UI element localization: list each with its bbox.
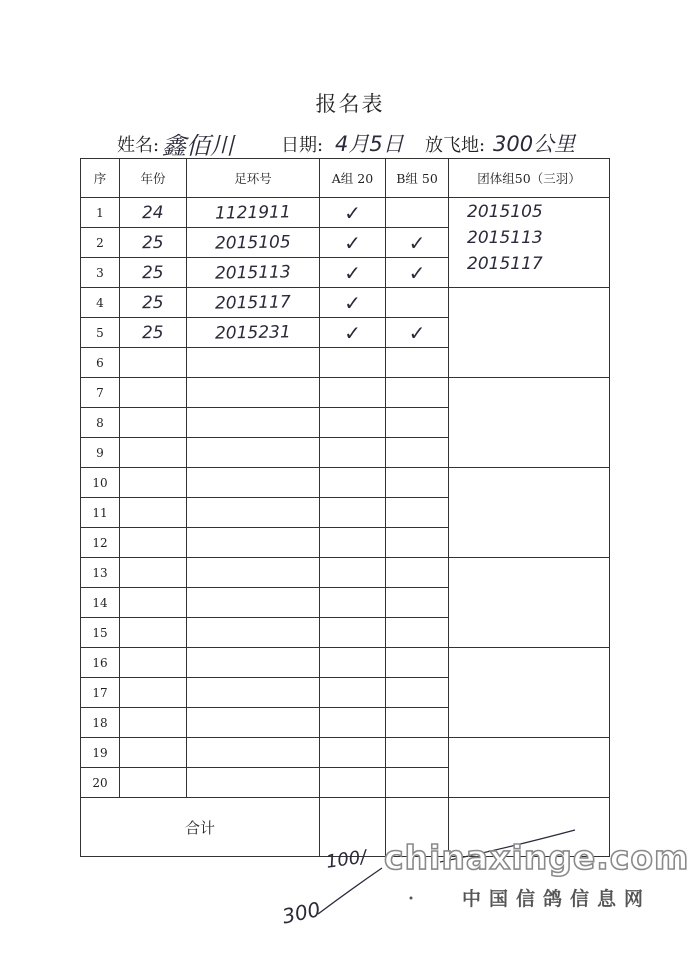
row-year (120, 648, 187, 678)
name-label: 姓名: (117, 135, 160, 156)
row-ring (187, 678, 320, 708)
team-entry: 2015117 (467, 254, 543, 274)
row-year (120, 228, 187, 258)
row-group-b (386, 468, 449, 498)
row-ring (187, 588, 320, 618)
release-value: 300公里 (493, 132, 576, 156)
row-no: 10 (81, 468, 120, 498)
row-ring (187, 708, 320, 738)
team-entry: 2015113 (467, 228, 543, 248)
row-group-a (320, 408, 386, 438)
row-group-b (386, 438, 449, 468)
row-group-a (320, 228, 386, 258)
date-label: 日期: (281, 135, 324, 156)
row-year-value: 25 (141, 322, 164, 343)
table-row (81, 378, 610, 408)
total-label: 合计 (81, 798, 320, 857)
row-ring (187, 258, 320, 288)
row-no: 15 (81, 618, 120, 648)
form-title: 报名表 (315, 92, 385, 116)
row-ring (187, 378, 320, 408)
header-group-b: B组 50 (386, 159, 449, 198)
row-year (120, 198, 187, 228)
row-no: 1 (81, 198, 120, 228)
row-ring (187, 408, 320, 438)
row-year (120, 408, 187, 438)
row-ring-value: 1121911 (214, 201, 292, 224)
row-ring-value: 2015105 (214, 231, 292, 254)
row-ring (187, 498, 320, 528)
row-year (120, 288, 187, 318)
row-group-a (320, 198, 386, 228)
row-group-a (320, 738, 386, 768)
row-group-b (386, 618, 449, 648)
row-group-b (386, 378, 449, 408)
table-row (81, 558, 610, 588)
row-group-b (386, 768, 449, 798)
row-group-b (386, 258, 449, 288)
row-group-b (386, 348, 449, 378)
row-no: 20 (81, 768, 120, 798)
row-group-a-value: ✓ (344, 320, 361, 345)
row-ring (187, 318, 320, 348)
row-year (120, 438, 187, 468)
row-year (120, 738, 187, 768)
header-year: 年份 (120, 159, 187, 198)
row-group-a (320, 588, 386, 618)
team-empty-block (449, 738, 610, 798)
row-group-b (386, 558, 449, 588)
row-no: 14 (81, 588, 120, 618)
row-group-a (320, 318, 386, 348)
row-ring (187, 198, 320, 228)
row-year (120, 768, 187, 798)
row-no: 17 (81, 678, 120, 708)
row-ring (187, 738, 320, 768)
row-group-b (386, 318, 449, 348)
table-row (81, 738, 610, 768)
row-year (120, 498, 187, 528)
row-no: 12 (81, 528, 120, 558)
row-year (120, 678, 187, 708)
ink-dot (410, 897, 413, 900)
row-group-b (386, 678, 449, 708)
team-entry: 2015105 (467, 202, 543, 222)
table-row (81, 648, 610, 678)
row-group-a-value: ✓ (344, 200, 361, 225)
row-group-b (386, 588, 449, 618)
row-no: 4 (81, 288, 120, 318)
row-year (120, 618, 187, 648)
row-group-b (386, 738, 449, 768)
header-ring: 足环号 (187, 159, 320, 198)
table-row (81, 468, 610, 498)
team-empty-block (449, 288, 610, 378)
header-team: 团体组50（三羽） (449, 159, 610, 198)
row-group-a (320, 678, 386, 708)
row-year-value: 25 (141, 262, 164, 283)
row-year (120, 378, 187, 408)
row-no: 2 (81, 228, 120, 258)
row-year (120, 468, 187, 498)
row-group-a-value: ✓ (344, 260, 361, 285)
row-no: 11 (81, 498, 120, 528)
row-ring (187, 558, 320, 588)
row-year (120, 588, 187, 618)
row-ring (187, 348, 320, 378)
row-group-a (320, 498, 386, 528)
table-row (81, 198, 610, 228)
row-ring (187, 438, 320, 468)
row-group-a (320, 438, 386, 468)
row-year (120, 558, 187, 588)
row-no: 16 (81, 648, 120, 678)
header-row (81, 159, 610, 198)
table-row (81, 288, 610, 318)
row-ring (187, 618, 320, 648)
row-no: 13 (81, 558, 120, 588)
row-group-a (320, 558, 386, 588)
row-no: 3 (81, 258, 120, 288)
total-group-a (320, 798, 386, 857)
row-no: 18 (81, 708, 120, 738)
row-year-value: 25 (141, 292, 164, 313)
row-group-b-value: ✓ (408, 230, 426, 255)
row-group-a (320, 648, 386, 678)
row-year (120, 258, 187, 288)
row-group-a (320, 768, 386, 798)
row-group-a (320, 378, 386, 408)
row-ring-value: 2015231 (214, 321, 292, 344)
row-no: 7 (81, 378, 120, 408)
row-group-b (386, 708, 449, 738)
row-ring (187, 768, 320, 798)
header-no: 序 (81, 159, 120, 198)
header-group-a: A组 20 (320, 159, 386, 198)
team-empty-block (449, 558, 610, 648)
row-group-a (320, 258, 386, 288)
row-year (120, 528, 187, 558)
row-ring-value: 2015113 (214, 261, 292, 284)
date-value: 4月5日 (335, 132, 404, 156)
release-label: 放飞地: (425, 135, 486, 156)
row-ring (187, 288, 320, 318)
row-ring (187, 528, 320, 558)
row-group-a (320, 348, 386, 378)
watermark-site: chinaxinge.com (384, 838, 690, 877)
grand-total-stroke (318, 868, 382, 914)
total-a-handwritten: 100/ (324, 846, 368, 873)
row-group-a-value: ✓ (344, 290, 361, 315)
row-group-b-value: ✓ (408, 260, 426, 285)
row-no: 8 (81, 408, 120, 438)
row-no: 6 (81, 348, 120, 378)
team-empty-block (449, 468, 610, 558)
team-empty-block (449, 378, 610, 468)
row-year (120, 348, 187, 378)
grand-total: 300 (280, 897, 323, 929)
row-group-b (386, 198, 449, 228)
team-empty-block (449, 648, 610, 738)
row-group-a-value: ✓ (344, 230, 361, 255)
row-group-b (386, 498, 449, 528)
row-group-b (386, 288, 449, 318)
row-group-a (320, 618, 386, 648)
row-no: 19 (81, 738, 120, 768)
name-value: 鑫佰川 (162, 132, 234, 160)
row-group-b (386, 648, 449, 678)
row-no: 9 (81, 438, 120, 468)
row-no: 5 (81, 318, 120, 348)
row-group-b-value: ✓ (408, 320, 426, 345)
row-ring (187, 648, 320, 678)
registration-table (80, 158, 610, 857)
watermark-name: 中国信鸽信息网 (462, 888, 652, 910)
row-ring-value: 2015117 (214, 291, 292, 314)
row-year (120, 708, 187, 738)
row-year (120, 318, 187, 348)
row-group-b (386, 228, 449, 258)
row-group-a (320, 708, 386, 738)
team-entry-block (449, 198, 610, 288)
row-group-b (386, 408, 449, 438)
row-ring (187, 228, 320, 258)
row-group-b (386, 528, 449, 558)
row-year-value: 24 (141, 202, 164, 223)
row-group-a (320, 468, 386, 498)
row-group-a (320, 528, 386, 558)
row-year-value: 25 (141, 232, 164, 253)
row-group-a (320, 288, 386, 318)
row-ring (187, 468, 320, 498)
